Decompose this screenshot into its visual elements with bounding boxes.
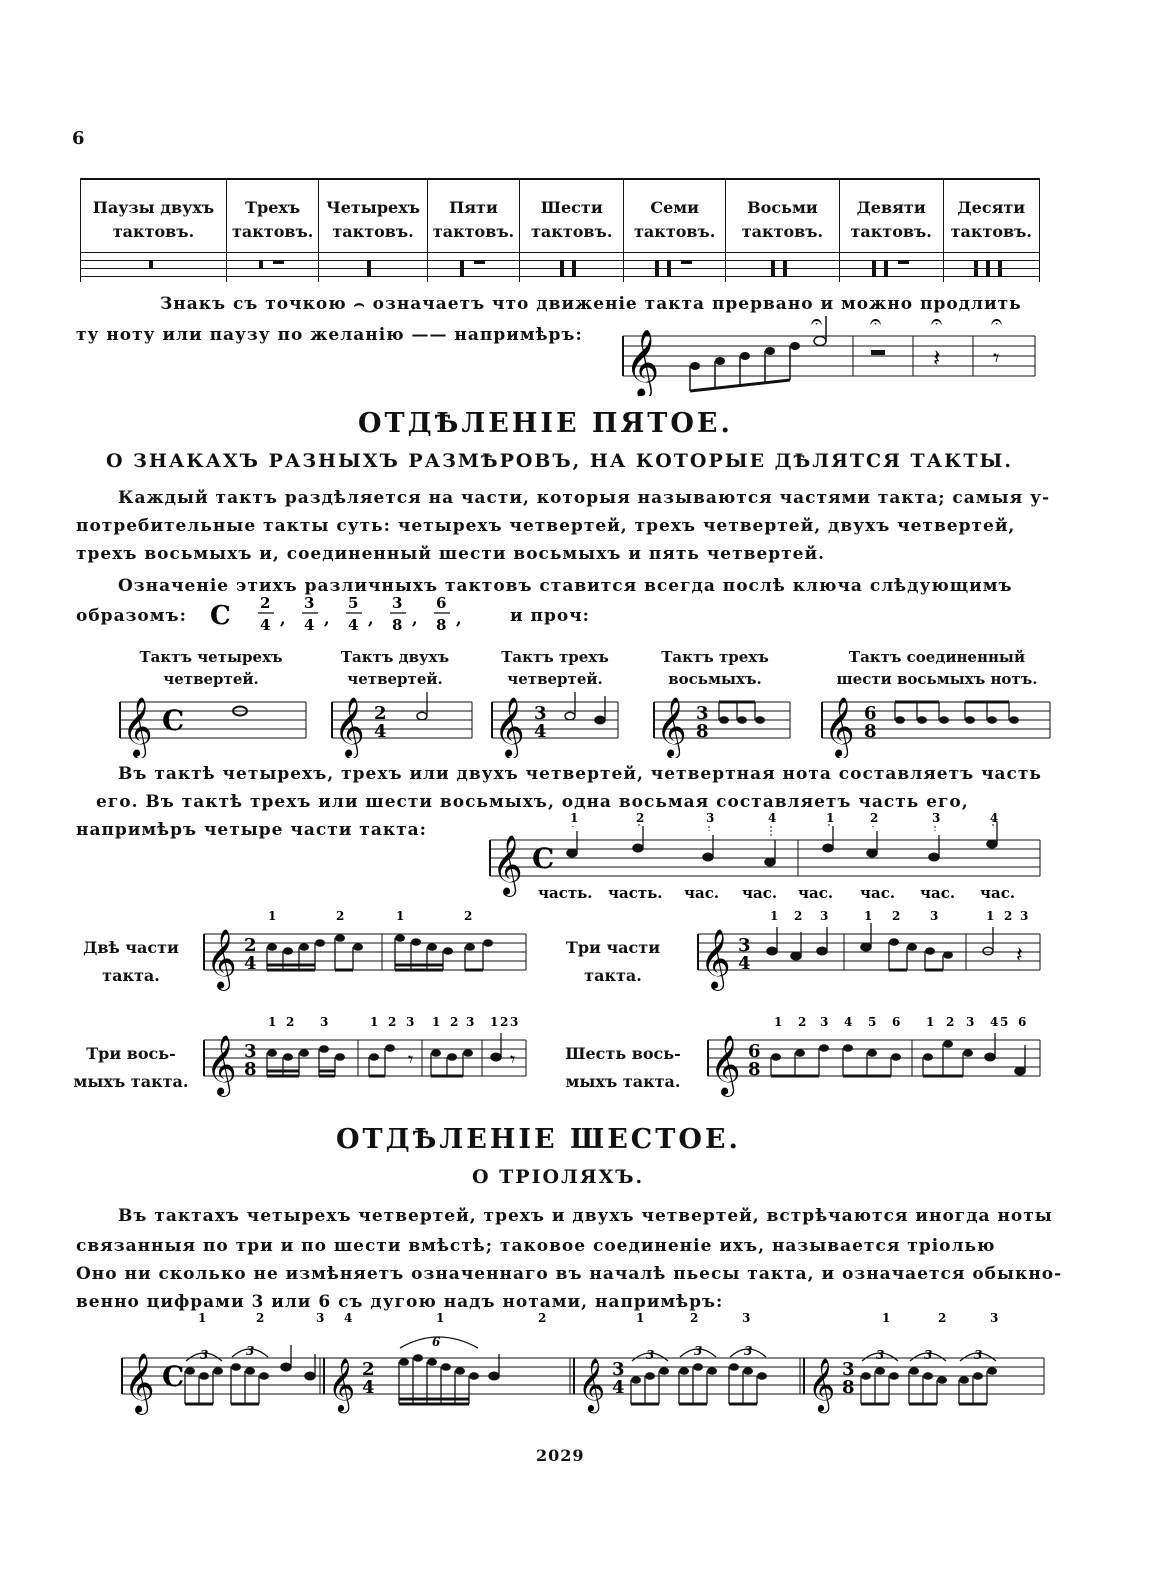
note-head (889, 1372, 899, 1380)
beat-number: 4 (768, 812, 777, 825)
note-head (427, 943, 437, 951)
time-signature-den: 8 (244, 1059, 257, 1080)
note-head (867, 849, 877, 857)
section5-para3-line3: напримѣръ четыре части такта: (76, 820, 427, 840)
note-head (925, 947, 935, 955)
treble-clef-icon: 𝄞 (710, 1035, 741, 1095)
three-parts-staff (690, 910, 1050, 1000)
beat-number: 2 (464, 910, 473, 923)
beat-number: 6 (1018, 1016, 1027, 1029)
beat-number: 2 (388, 1016, 397, 1029)
time-signature-num: 3 (738, 935, 751, 956)
note-head (983, 947, 993, 955)
note-head (411, 938, 421, 946)
note-head (943, 1040, 953, 1048)
note-head (817, 947, 827, 955)
beat-number: 3 (1020, 910, 1029, 923)
time-signature-den: 4 (244, 953, 257, 974)
note-head (213, 1367, 223, 1375)
note-head (861, 1372, 871, 1380)
comma: , (412, 609, 418, 628)
beat-number: 3 (320, 1016, 329, 1029)
note-head (185, 1367, 195, 1375)
beat-number: 3 (990, 1312, 999, 1325)
beat-number: 1 (986, 910, 995, 923)
section5-para2-start: образомъ: (76, 606, 187, 626)
time-sig-num: 5 (348, 594, 359, 612)
pause-column-header: Четырехъ тактовъ. (319, 180, 427, 248)
time-signature: C (532, 842, 555, 875)
triplet-number: 3 (744, 1344, 753, 1358)
note-head (693, 1363, 703, 1371)
triplet-number: 3 (924, 1348, 933, 1362)
beat-number: 2 (538, 1312, 547, 1325)
time-signature-den: 4 (374, 721, 387, 742)
section5-para3-line1: Въ тактѣ четырехъ, трехъ или двухъ четвертей, четвертная нота составляетъ часть (118, 764, 1042, 784)
svg-text:𝄽: 𝄽 (933, 344, 941, 372)
part-label: часть. (538, 884, 593, 902)
note-head (703, 853, 713, 861)
quarter-rest-icon: 𝄽 (1016, 943, 1023, 968)
two-parts-label: Двѣ части такта. (83, 938, 179, 985)
comma: , (456, 609, 462, 628)
pause-staff-cell (81, 248, 227, 282)
time-sig-num: 2 (260, 594, 271, 612)
beat-number: 1 (636, 1312, 645, 1325)
time-signature-num: 3 (696, 703, 709, 724)
beat-number: 1 (770, 910, 779, 923)
time-signature-num: 6 (748, 1041, 761, 1062)
note-head (791, 952, 801, 960)
triplet-number: 3 (200, 1348, 209, 1362)
note-head (679, 1367, 689, 1375)
time-signature-num: 2 (244, 935, 257, 956)
note-head (281, 1363, 291, 1371)
treble-clef-icon: 𝄞 (494, 697, 525, 757)
time-signature-den: 8 (748, 1059, 761, 1080)
pause-staff-cell (726, 248, 839, 282)
note-head (465, 943, 475, 951)
example-label-c: Тактъ четырехъ четвертей. (139, 648, 283, 688)
section5-para2-end: и проч: (510, 606, 590, 626)
note-head (1009, 716, 1019, 724)
fermata-example-staff (615, 316, 1045, 396)
example-label-6-8: Тактъ соединенный шести восьмыхъ нотъ. (836, 648, 1038, 688)
note-head (267, 1049, 277, 1057)
part-label: час. (920, 884, 956, 902)
comma: , (324, 609, 330, 628)
four-parts-staff (480, 812, 1050, 902)
pause-column-header: Трехъ тактовъ. (226, 180, 319, 248)
time-sig-den: 4 (304, 616, 315, 634)
time-sig-den: 8 (436, 616, 447, 634)
note-head (633, 844, 643, 852)
note-head (929, 853, 939, 861)
note-head (395, 934, 405, 942)
beat-number: 3 (706, 812, 715, 825)
note-head (895, 716, 905, 724)
beat-number: 1 (774, 1016, 783, 1029)
note-head (231, 1363, 241, 1371)
time-signatures-row (200, 592, 510, 636)
beat-number: 2 (1004, 910, 1013, 923)
note-head (659, 1367, 669, 1375)
beat-number: 3 (932, 812, 941, 825)
example-label-3-8: Тактъ трехъ восьмыхъ. (661, 648, 769, 688)
pause-column-header: Восьми тактовъ. (726, 180, 839, 248)
comma: , (368, 609, 374, 628)
note-head (765, 858, 775, 866)
beat-number: 3 (406, 1016, 415, 1029)
note-head (907, 943, 917, 951)
note-head (939, 716, 949, 724)
svg-text:𝄐: 𝄐 (991, 316, 1003, 333)
treble-clef-icon: 𝄞 (122, 697, 153, 757)
note-head (417, 712, 427, 720)
treble-clef-icon: 𝄞 (334, 697, 365, 757)
time-sig-num: 6 (436, 594, 447, 612)
note-head (413, 1354, 423, 1362)
note-head (385, 1044, 395, 1052)
pause-column-header: Шести тактовъ. (520, 180, 624, 248)
section6-para-line1: Въ тактахъ четырехъ четвертей, трехъ и двухъ четвертей, встрѣчаются иногда ноты (118, 1206, 1053, 1226)
pause-staff-cell (943, 248, 1039, 282)
example-label-2-4: Тактъ двухъ четвертей. (340, 648, 450, 688)
note-head (469, 1372, 479, 1380)
section6-subtitle: О ТРІОЛЯХЪ. (472, 1166, 645, 1188)
note-head (737, 716, 747, 724)
beat-number: 3 (466, 1016, 475, 1029)
part-label: час. (798, 884, 834, 902)
note-head (719, 716, 729, 724)
beat-number: 1 (268, 1016, 277, 1029)
note-head (891, 1053, 901, 1061)
treble-clef-icon: 𝄞 (206, 1035, 237, 1095)
pause-column-header: Паузы двухъ тактовъ. (81, 180, 227, 248)
section6-title: ОТДѢЛЕНІЕ ШЕСТОЕ. (336, 1124, 741, 1155)
beat-number: 3 (820, 1016, 829, 1029)
beat-number: 1 (432, 1016, 441, 1029)
note-head (369, 1053, 379, 1061)
section5-para2-line1: Означеніе этихъ различныхъ тактовъ ставится всегда послѣ ключа слѣдующимъ (118, 576, 1013, 596)
note-head (963, 1049, 973, 1057)
note-head (483, 939, 493, 947)
time-signature-num: 2 (362, 1359, 375, 1380)
beat-number: 5 (868, 1016, 877, 1029)
section5-para1-line2: потребительные такты суть: четырехъ четвертей, трехъ четвертей, двухъ четвертей, (76, 516, 1016, 536)
triplet-number: 3 (246, 1344, 255, 1358)
note-head (319, 1045, 329, 1053)
pause-staff-cell (319, 248, 427, 282)
section5-para3-line2: его. Въ тактѣ трехъ или шести восьмыхъ, одна восьмая составляетъ часть его, (96, 792, 969, 812)
section6-para-line4: венно цифрами 3 или 6 съ дугою надъ нотами, напримѣръ: (76, 1292, 724, 1312)
beat-number: 3 (742, 1312, 751, 1325)
note-head (843, 1044, 853, 1052)
note-head (943, 951, 953, 959)
note-head (823, 844, 833, 852)
svg-text:𝄐: 𝄐 (870, 316, 882, 333)
note-head (259, 1372, 269, 1380)
note-head (441, 1363, 451, 1371)
beat-number: 5 (1000, 1016, 1009, 1029)
beat-number: 2 (892, 910, 901, 923)
note-head (987, 716, 997, 724)
beat-number: 2 (256, 1312, 265, 1325)
beat-number: 3 (820, 910, 829, 923)
note-head (973, 1372, 983, 1380)
note-head (909, 1367, 919, 1375)
pause-staff-cell (520, 248, 624, 282)
pause-column-header: Десяти тактовъ. (943, 180, 1039, 248)
triplet-number: 3 (974, 1348, 983, 1362)
note-head (595, 716, 605, 724)
note-head (861, 943, 871, 951)
note-head (489, 1372, 499, 1380)
note-head (707, 1367, 717, 1375)
six-eighths-label: Шесть вось- мыхъ такта. (565, 1044, 681, 1091)
beat-number: 2 (500, 1016, 509, 1029)
treble-clef-icon: 𝄞 (824, 697, 855, 757)
two-parts-staff (196, 910, 536, 1000)
note-head (399, 1358, 409, 1366)
treble-clef-icon: 𝄞 (206, 929, 237, 989)
fermata-text-line1: Знакъ съ точкою ⌢ означаетъ что движеніе такта прервано и можно продлить (160, 294, 1022, 314)
note-head (889, 938, 899, 946)
time-signature-den: 4 (738, 953, 751, 974)
note-head (631, 1376, 641, 1384)
example-label-3-4: Тактъ трехъ четвертей. (501, 648, 609, 688)
note-head (923, 1053, 933, 1061)
time-sig-den: 4 (348, 616, 359, 634)
note-head (491, 1053, 501, 1061)
note-head (447, 1053, 457, 1061)
section5-para1-line1: Каждый тактъ раздѣляется на части, которыя называются частями такта; самыя у- (118, 488, 1051, 508)
beat-number: 1 (370, 1016, 379, 1029)
footer-number: 2029 (536, 1446, 585, 1465)
beat-number: 2 (286, 1016, 295, 1029)
time-signature-num: 3 (534, 703, 547, 724)
beat-number: 3 (966, 1016, 975, 1029)
time-signature-num: 3 (612, 1359, 625, 1380)
note-head (463, 1049, 473, 1057)
section5-title: ОТДѢЛЕНІЕ ПЯТОЕ. (358, 408, 733, 439)
note-head (755, 716, 765, 724)
note-head (965, 716, 975, 724)
pause-staff-cell (839, 248, 943, 282)
time-signature-den: 4 (612, 1377, 625, 1398)
note-head (767, 947, 777, 955)
fermata-text-line2: ту ноту или паузу по желанію —— напримѣръ: (76, 325, 583, 345)
beat-number: 3 (510, 1016, 519, 1029)
time-sig-den: 4 (260, 616, 271, 634)
treble-clef-icon: 𝄞 (492, 835, 523, 895)
note-head (455, 1367, 465, 1375)
pause-staff-cell (624, 248, 726, 282)
note-head (987, 840, 997, 848)
note-head (771, 1053, 781, 1061)
svg-text:𝄐: 𝄐 (811, 316, 823, 333)
note-head (299, 943, 309, 951)
beat-number: 4 (344, 1312, 353, 1325)
triplet-number: 3 (694, 1344, 703, 1358)
time-signature-den: 8 (864, 721, 877, 742)
beat-number: 1 (570, 812, 579, 825)
beat-number: 6 (892, 1016, 901, 1029)
note-head (795, 1049, 805, 1057)
note-head (299, 1049, 309, 1057)
comma: , (280, 609, 286, 628)
treble-clef-icon: 𝄞 (328, 1357, 356, 1411)
time-signature-num: 6 (864, 703, 877, 724)
note-head (867, 1049, 877, 1057)
beat-number: 4 (990, 812, 999, 825)
beat-number: 1 (926, 1016, 935, 1029)
part-label: час. (860, 884, 896, 902)
time-signature-num: 3 (244, 1041, 257, 1062)
note-head (267, 943, 277, 951)
three-parts-label: Три части такта. (565, 938, 661, 985)
note-head (305, 1372, 315, 1380)
note-head (985, 1053, 995, 1061)
note-head (245, 1367, 255, 1375)
treble-clef-icon: 𝄞 (808, 1357, 836, 1411)
note-head (353, 943, 363, 951)
beat-number: 2 (938, 1312, 947, 1325)
beat-number: 1 (826, 812, 835, 825)
note-head (645, 1372, 655, 1380)
note-head (315, 939, 325, 947)
note-head (199, 1372, 209, 1380)
pause-column-header: Семи тактовъ. (624, 180, 726, 248)
beat-number: 4 (990, 1016, 999, 1029)
section5-para1-line3: трехъ восьмыхъ и, соединенный шести восьмыхъ и пять четвертей. (76, 544, 826, 564)
pause-staff-cell (427, 248, 520, 282)
svg-text:𝄐: 𝄐 (931, 316, 943, 333)
beat-number: 2 (870, 812, 879, 825)
beat-number: 1 (490, 1016, 499, 1029)
beat-number: 2 (690, 1312, 699, 1325)
note-head (567, 849, 577, 857)
triplet-number: 3 (876, 1348, 885, 1362)
pause-staff-cell (226, 248, 319, 282)
beat-number: 2 (946, 1016, 955, 1029)
note-head (443, 947, 453, 955)
note-head (757, 1372, 767, 1380)
note-head (283, 1053, 293, 1061)
note-head (565, 712, 575, 720)
time-signature: C (162, 704, 185, 737)
beat-number: 1 (436, 1312, 445, 1325)
part-label: час. (684, 884, 720, 902)
three-eighths-label: Три вось- мыхъ такта. (73, 1044, 189, 1091)
sextuplet-number: 6 (432, 1335, 441, 1349)
time-signature-den: 4 (362, 1377, 375, 1398)
triplet-examples-staff (114, 1312, 1054, 1422)
beat-number: 1 (198, 1312, 207, 1325)
note-head (959, 1376, 969, 1384)
pause-column-header: Пяти тактовъ. (427, 180, 520, 248)
beat-number: 2 (798, 1016, 807, 1029)
note-head (1015, 1067, 1025, 1075)
time-sig-num: 3 (392, 594, 403, 612)
six-eighths-staff (700, 1016, 1050, 1106)
note-head (819, 1044, 829, 1052)
time-signature: C (162, 1360, 185, 1393)
part-label: час. (742, 884, 778, 902)
beat-number: 3 (930, 910, 939, 923)
beat-number: 1 (882, 1312, 891, 1325)
beat-number: 1 (864, 910, 873, 923)
part-label: час. (980, 884, 1016, 902)
note-head (923, 1372, 933, 1380)
section6-para-line2: связанныя по три и по шести вмѣстѣ; таковое соединеніе ихъ, называется тріолью (76, 1236, 996, 1256)
eighth-rest-icon: 𝄾 (510, 1047, 516, 1071)
time-signature-num: 2 (374, 703, 387, 724)
beat-number: 2 (450, 1016, 459, 1029)
treble-clef-icon: 𝄞 (656, 697, 687, 757)
treble-clef-icon: 𝄞 (124, 1353, 155, 1413)
note-head (283, 947, 293, 955)
part-label: часть. (608, 884, 663, 902)
pause-column-header: Девяти тактовъ. (839, 180, 943, 248)
beat-number: 3 (316, 1312, 325, 1325)
time-signature-den: 8 (696, 721, 709, 742)
time-sig-num: 3 (304, 594, 315, 612)
time-sig-den: 8 (392, 616, 403, 634)
note-head (335, 1053, 345, 1061)
beat-number: 4 (844, 1016, 853, 1029)
note-head (937, 1376, 947, 1384)
eighth-rest-icon: 𝄾 (408, 1047, 414, 1071)
treble-clef-icon: 𝄞 (625, 328, 660, 396)
time-signature-num: 3 (842, 1359, 855, 1380)
note-head (427, 1358, 437, 1366)
section6-para-line3: Оно ни сколько не измѣняетъ означеннаго въ началѣ пьесы такта, и означается обыкно- (76, 1264, 1063, 1284)
note-head (431, 1049, 441, 1057)
meter-examples-staves (110, 688, 1060, 758)
note-head (729, 1363, 739, 1371)
note-head (987, 1367, 997, 1375)
three-eighths-staff (196, 1016, 536, 1106)
time-sig-c: C (210, 601, 231, 631)
note-head (875, 1367, 885, 1375)
time-signature-den: 4 (534, 721, 547, 742)
page-number: 6 (72, 128, 86, 149)
treble-clef-icon: 𝄞 (578, 1357, 606, 1411)
note-head (917, 716, 927, 724)
svg-text:𝄾: 𝄾 (993, 344, 1000, 372)
beat-number: 1 (268, 910, 277, 923)
beat-number: 2 (336, 910, 345, 923)
treble-clef-icon: 𝄞 (700, 929, 731, 989)
beat-number: 2 (794, 910, 803, 923)
note-head (743, 1367, 753, 1375)
beat-number: 2 (636, 812, 645, 825)
beat-number: 1 (396, 910, 405, 923)
triplet-number: 3 (646, 1348, 655, 1362)
note-head (335, 934, 345, 942)
time-signature-den: 8 (842, 1377, 855, 1398)
pause-table (80, 178, 1040, 282)
section5-subtitle: О ЗНАКАХЪ РАЗНЫХЪ РАЗМѢРОВЪ, НА КОТОРЫЕ ДѢЛЯТСЯ ТАКТЫ. (106, 450, 1013, 472)
